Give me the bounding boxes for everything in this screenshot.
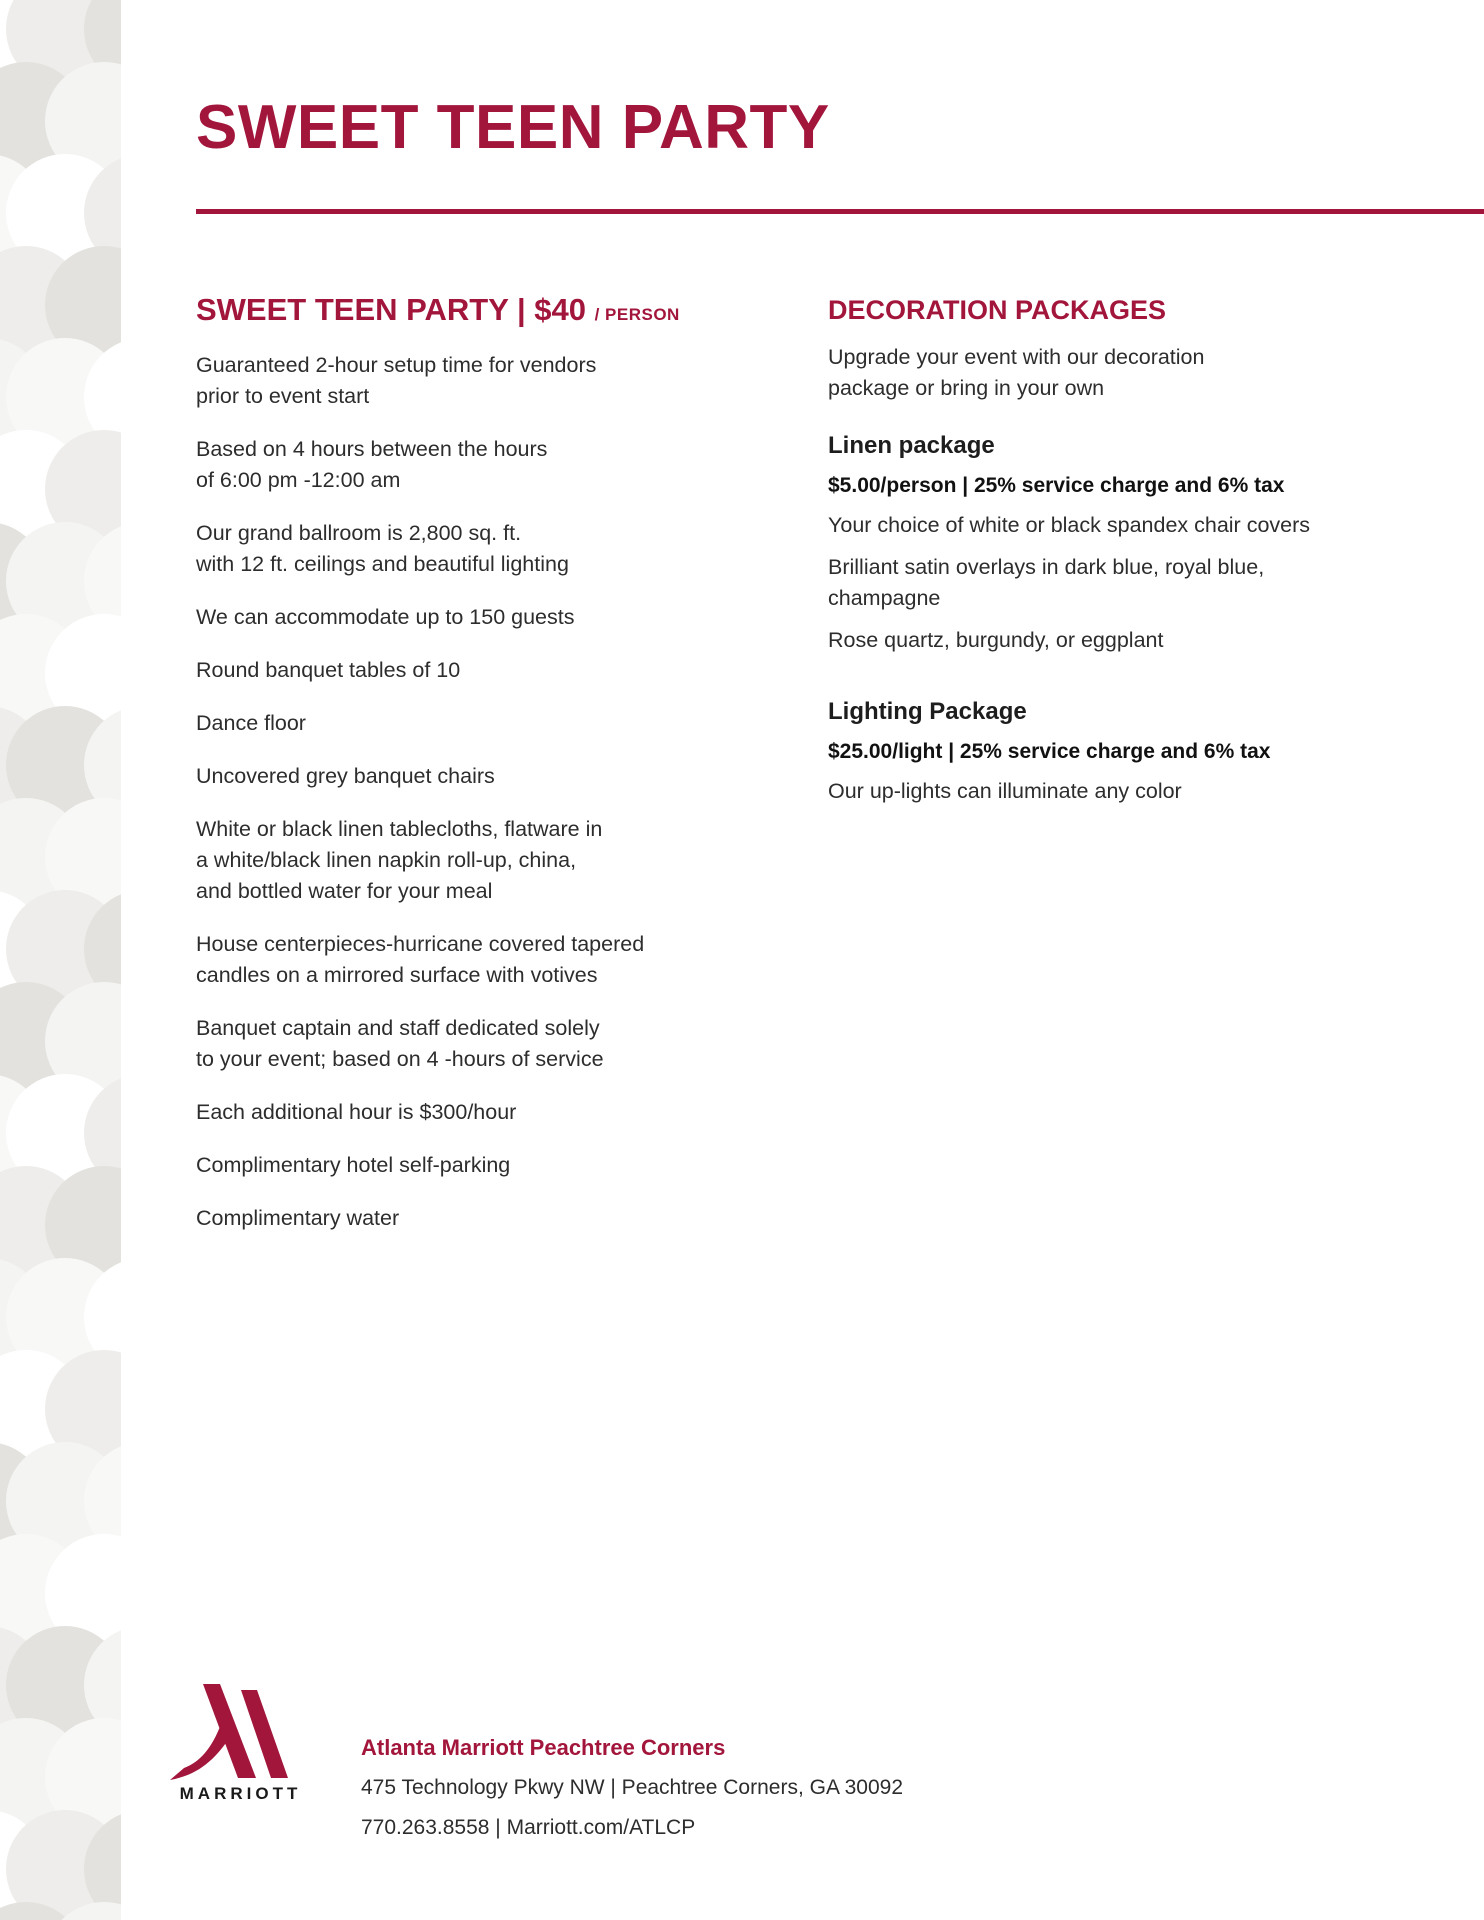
marriott-wordmark: MARRIOTT xyxy=(179,1784,302,1803)
list-item-line: Complimentary water xyxy=(196,1206,400,1230)
list-item-line: We can accommodate up to 150 guests xyxy=(196,605,575,629)
list-item xyxy=(196,434,756,496)
package-column xyxy=(196,290,756,1256)
list-item xyxy=(196,1013,756,1075)
list-item-line: Each additional hour is $300/hour xyxy=(196,1100,517,1124)
list-item xyxy=(196,1150,756,1181)
list-item-line: Our grand ballroom is 2,800 sq. ft. xyxy=(196,521,522,545)
hotel-footer xyxy=(361,1733,903,1843)
list-item xyxy=(196,1203,756,1234)
list-item-line: Round banquet tables of 10 xyxy=(196,658,461,682)
list-item-line: Banquet captain and staff dedicated solely xyxy=(196,1016,600,1040)
list-item-line: Our up-lights can illuminate any color xyxy=(828,779,1182,803)
list-item xyxy=(196,602,756,633)
list-item xyxy=(196,929,756,991)
lighting-package xyxy=(828,696,1468,807)
hotel-contact: 770.263.8558 | Marriott.com/ATLCP xyxy=(361,1816,696,1839)
list-item xyxy=(196,708,756,739)
page-title: SWEET TEEN PARTY xyxy=(196,93,830,162)
decoration-heading: DECORATION PACKAGES xyxy=(828,295,1167,325)
list-item-line: Complimentary hotel self-parking xyxy=(196,1153,511,1177)
paragraph-line: Upgrade your event with our decoration xyxy=(828,345,1205,369)
list-item xyxy=(196,655,756,686)
list-item-line: Uncovered grey banquet chairs xyxy=(196,764,495,788)
list-item-line: Your choice of white or black spandex chair covers xyxy=(828,513,1311,537)
list-item xyxy=(828,625,1468,656)
decoration-column xyxy=(828,290,1468,818)
decoration-intro xyxy=(828,342,1468,404)
list-item-line: House centerpieces-hurricane covered tapered xyxy=(196,932,645,956)
list-item-line: White or black linen tablecloths, flatware in xyxy=(196,817,603,841)
linen-package-name: Linen package xyxy=(828,432,995,459)
list-item-line: Based on 4 hours between the hours xyxy=(196,437,548,461)
list-item-line: with 12 ft. ceilings and beautiful lighting xyxy=(196,552,569,576)
list-item xyxy=(828,552,1468,614)
list-item xyxy=(196,761,756,792)
linen-package-price: $5.00/person | 25% service charge and 6% tax xyxy=(828,474,1285,497)
hotel-name: Atlanta Marriott Peachtree Corners xyxy=(361,1735,726,1760)
list-item xyxy=(828,510,1468,541)
hotel-address: 475 Technology Pkwy NW | Peachtree Corners, GA 30092 xyxy=(361,1776,904,1799)
lighting-package-items xyxy=(828,776,1468,807)
list-item-line: prior to event start xyxy=(196,384,370,408)
paragraph-line: package or bring in your own xyxy=(828,376,1105,400)
list-item-line: of 6:00 pm -12:00 am xyxy=(196,468,401,492)
package-inclusions-list xyxy=(196,350,756,1234)
list-item-line: a white/black linen napkin roll-up, china, xyxy=(196,848,577,872)
decorative-marble-strip xyxy=(0,0,121,1920)
list-item xyxy=(196,518,756,580)
list-item-line: to your event; based on 4 -hours of service xyxy=(196,1047,604,1071)
list-item xyxy=(828,776,1468,807)
list-item xyxy=(196,1097,756,1128)
list-item-line: champagne xyxy=(828,586,941,610)
list-item-line: and bottled water for your meal xyxy=(196,879,493,903)
linen-package-items xyxy=(828,510,1468,656)
package-heading-text: SWEET TEEN PARTY | $40 xyxy=(196,292,586,327)
lighting-package-price: $25.00/light | 25% service charge and 6% tax xyxy=(828,740,1271,763)
list-item-line: Dance floor xyxy=(196,711,306,735)
list-item-line: Rose quartz, burgundy, or eggplant xyxy=(828,628,1164,652)
list-item-line: Brilliant satin overlays in dark blue, royal blue, xyxy=(828,555,1265,579)
package-heading xyxy=(196,290,756,335)
list-item xyxy=(196,350,756,412)
list-item-line: Guaranteed 2-hour setup time for vendors xyxy=(196,353,597,377)
linen-package xyxy=(828,430,1468,656)
list-item xyxy=(196,814,756,907)
title-divider xyxy=(196,209,1484,214)
lighting-package-name: Lighting Package xyxy=(828,698,1027,725)
list-item-line: candles on a mirrored surface with votives xyxy=(196,963,598,987)
package-per-unit: / PERSON xyxy=(594,305,680,324)
